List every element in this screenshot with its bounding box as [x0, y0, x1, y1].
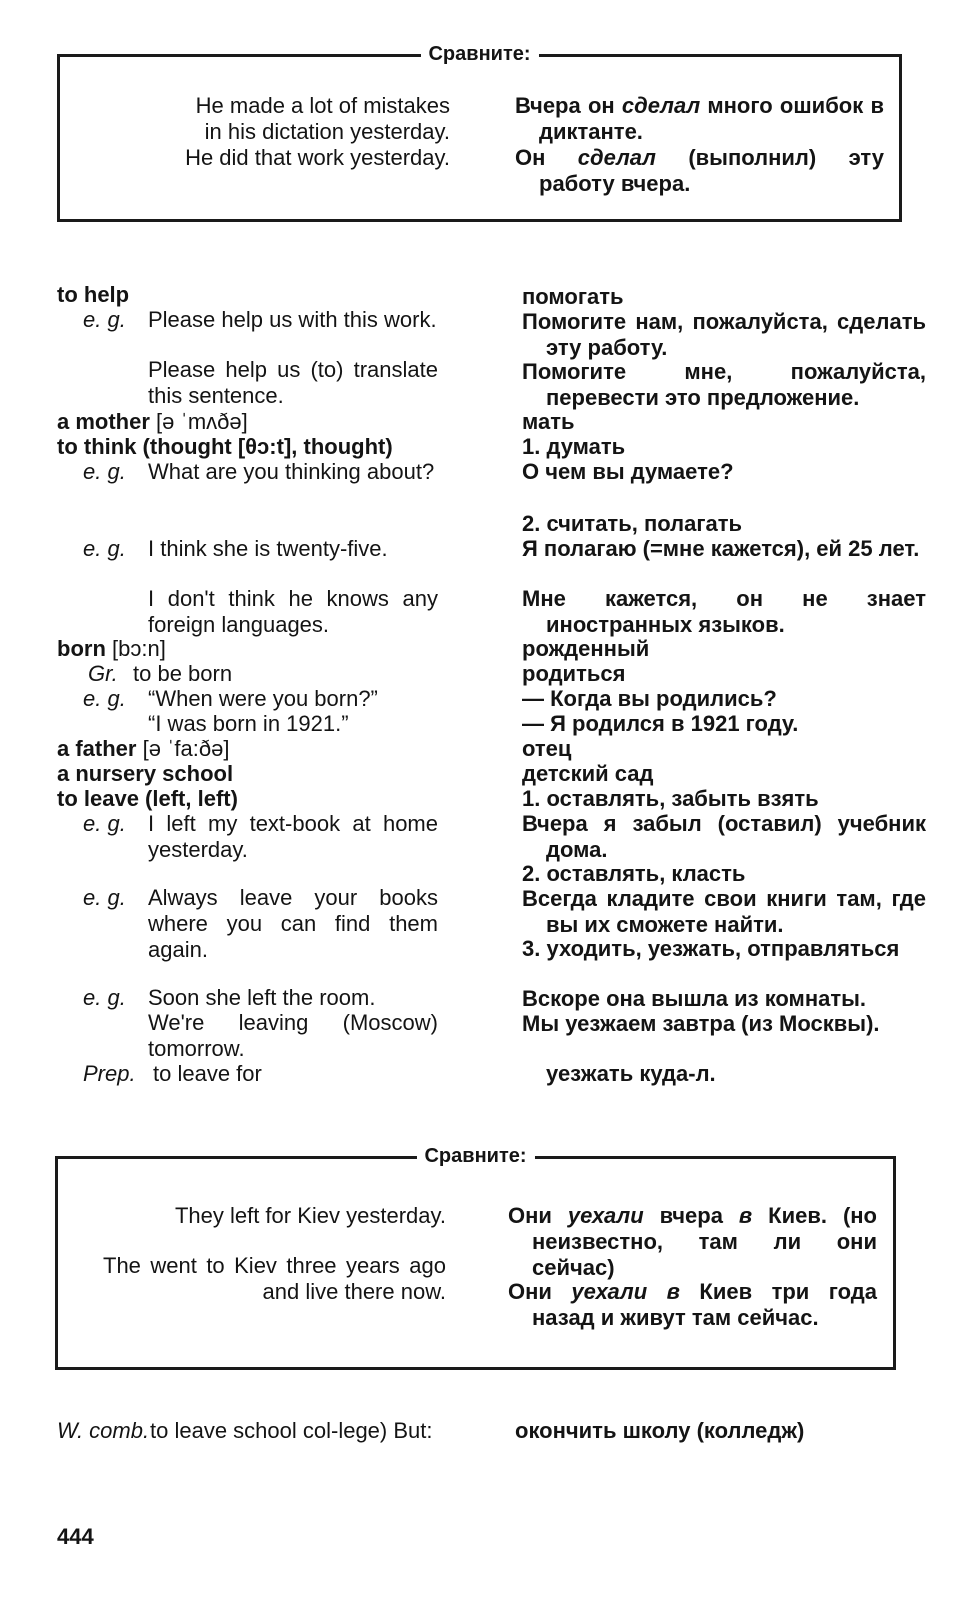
- headword-leave: to leave (left, left): [57, 786, 238, 811]
- translation-leave-ex2: Всегда кладите свои книги там, где вы их сможете найти.: [522, 886, 926, 937]
- eg-label: e. g.: [83, 885, 126, 910]
- headword-father: a father [ə ˈfa:ðə]: [57, 736, 230, 761]
- example-leave-4: We're leaving (Moscow) tomorrow.: [148, 1010, 438, 1061]
- translation-leave-prep: уезжать куда-л.: [546, 1061, 716, 1086]
- translation-born-gr: родиться: [522, 661, 626, 686]
- translation-help-ex2: Помогите мне, пожалуйста, перевести это предложение.: [522, 359, 926, 410]
- gr-label: Gr.: [88, 661, 118, 686]
- example-leave-3: Soon she left the room.: [148, 985, 376, 1010]
- translation-think-ex2: Я полагаю (=мне кажется), ей 25 лет.: [522, 536, 920, 561]
- compare-russian-text-1: Вчера он сделал много ошибок в диктанте.: [515, 93, 884, 144]
- headword-born: born [bɔ:n]: [57, 636, 166, 661]
- translation-nursery: детский сад: [522, 761, 654, 786]
- headword-mother: a mother [ə ˈmʌðə]: [57, 409, 248, 434]
- compare-en-line-3: He did that work yesterday.: [185, 145, 450, 170]
- translation-leave-ex4: Мы уезжаем завтра (из Москвы).: [522, 1011, 880, 1036]
- translation-father: отец: [522, 736, 572, 761]
- prep-label: Prep.: [83, 1061, 136, 1086]
- example-think-1: What are you thinking about?: [148, 459, 435, 484]
- translation-leave-ex3: Вскоре она вышла из комнаты.: [522, 986, 867, 1011]
- eg-label: e. g.: [83, 811, 126, 836]
- translation-leave-ex1: Вчера я забыл (оставил) учебник дома.: [522, 811, 926, 862]
- pronunciation: [ə ˈfa:ðə]: [142, 736, 230, 761]
- translation-born-ex1: — Когда вы родились?: [522, 686, 777, 711]
- translation-help-ex1: Помогите нам, пожалуйста, сделать эту работу.: [522, 309, 926, 360]
- headword-think: to think (thought [θɔ:t], thought): [57, 434, 393, 459]
- example-born-2: “I was born in 1921.”: [148, 711, 349, 736]
- translation-leave-1: 1. оставлять, забыть взять: [522, 786, 819, 811]
- compare-box-2: [55, 1145, 896, 1370]
- leave-prep: to leave for: [153, 1061, 262, 1086]
- translation-leave-3: 3. уходить, уезжать, отправляться: [522, 936, 900, 961]
- italic-verb: сделал: [621, 93, 701, 118]
- italic-verb: сделал: [577, 145, 656, 170]
- translation-think-1: 1. думать: [522, 434, 626, 459]
- compare-ru-1: Они уехали вчера в Киев. (но неизвестно, там ли они сейчас): [508, 1203, 877, 1280]
- eg-label: e. g.: [83, 536, 126, 561]
- italic-preposition: в: [738, 1203, 753, 1228]
- compare-box-1: [57, 43, 902, 222]
- pronunciation: [bɔ:n]: [112, 636, 166, 661]
- compare-en-line-1: He made a lot of mistakes: [195, 93, 450, 118]
- italic-verb: уехали: [567, 1203, 644, 1228]
- compare-en-1: They left for Kiev yesterday.: [174, 1203, 446, 1228]
- translation-born: рожденный: [522, 636, 650, 661]
- compare-ru-2: Они уехали в Киев три года назад и живут там сейчас.: [508, 1279, 877, 1330]
- wcomb-english: to leave school col-lege) But:: [150, 1418, 433, 1443]
- eg-label: e. g.: [83, 307, 126, 332]
- example-help-1: Please help us with this work.: [148, 307, 437, 332]
- born-grammar: to be born: [133, 661, 233, 686]
- italic-verb: уехали в: [571, 1279, 680, 1304]
- compare-en-2: The went to Kiev three years ago and live there now.: [103, 1253, 446, 1304]
- pronunciation: [θɔ:t]: [237, 434, 292, 459]
- translation-born-ex2: — Я родился в 1921 году.: [522, 711, 799, 736]
- compare-english-text: [100, 93, 450, 171]
- pronunciation: [ə ˈmʌðə]: [156, 409, 248, 434]
- compare-box-title: Сравните:: [420, 43, 538, 66]
- translation-think-ex1: О чем вы думаете?: [522, 459, 734, 484]
- translation-think-2: 2. считать, полагать: [522, 511, 743, 536]
- compare-box-title: Сравните:: [416, 1145, 534, 1168]
- translation-mother: мать: [522, 409, 575, 434]
- translation-leave-2: 2. оставлять, класть: [522, 861, 746, 886]
- compare-russian-text-2: Он сделал (выполнил) эту работу вчера.: [515, 145, 884, 196]
- translation-think-ex3: Мне кажется, он не знает иностранных языков.: [522, 586, 926, 637]
- wcomb-russian: окончить школу (колледж): [515, 1418, 805, 1443]
- eg-label: e. g.: [83, 686, 126, 711]
- wcomb-label: W. comb.: [57, 1418, 150, 1443]
- eg-label: e. g.: [83, 985, 126, 1010]
- example-think-3: I don't think he knows any foreign languages.: [148, 586, 438, 637]
- headword-help: to help: [57, 282, 130, 307]
- example-born-1: “When were you born?”: [148, 686, 378, 711]
- example-think-2: I think she is twenty-five.: [148, 536, 388, 561]
- example-help-2: Please help us (to) translate this sentence.: [148, 357, 438, 408]
- headword-nursery: a nursery school: [57, 761, 234, 786]
- example-leave-2: Always leave your books where you can find them again.: [148, 885, 438, 962]
- example-leave-1: I left my text-book at home yesterday.: [148, 811, 438, 862]
- compare-en-line-2: in his dictation yesterday.: [204, 119, 450, 144]
- page-number: 444: [57, 1524, 94, 1549]
- eg-label: e. g.: [83, 459, 126, 484]
- translation-help: помогать: [522, 284, 624, 309]
